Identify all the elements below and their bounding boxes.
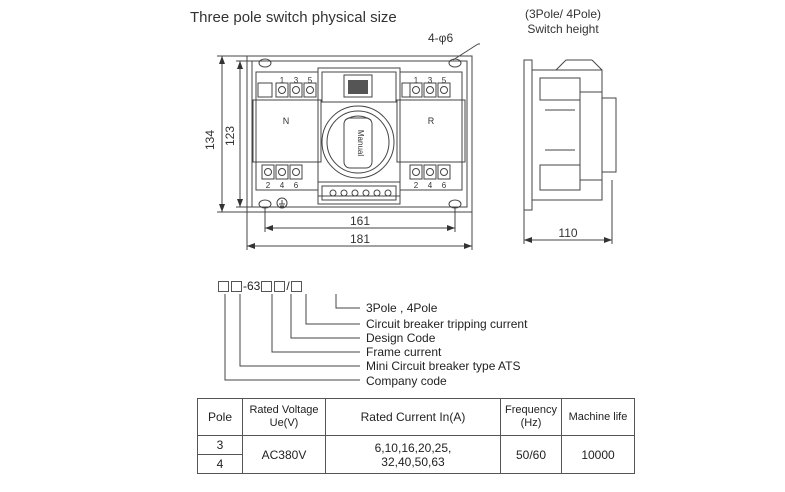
code-box-design bbox=[261, 281, 272, 292]
breaker-n-cover bbox=[253, 100, 321, 162]
breaker-r-label: R bbox=[427, 116, 435, 126]
legend-frame-current: Frame current bbox=[366, 345, 442, 359]
side-view-handle bbox=[602, 98, 616, 172]
breaker-n-label: N bbox=[282, 116, 290, 126]
code-box-type bbox=[231, 281, 242, 292]
legend-pole: 3Pole , 4Pole bbox=[366, 301, 438, 315]
cell-frequency: 50/60 bbox=[501, 436, 562, 474]
terminal-bottom-r-3: 6 bbox=[441, 181, 447, 190]
leader-design-code bbox=[291, 294, 360, 338]
header-voltage-line1: Rated Voltage bbox=[249, 404, 319, 416]
code-rating: 63 bbox=[247, 279, 261, 293]
model-code bbox=[217, 279, 303, 293]
dim-label-181: 181 bbox=[349, 232, 371, 246]
cell-pole-3: 3 bbox=[198, 436, 243, 455]
terminal-bottom-n-2: 4 bbox=[279, 181, 285, 190]
header-current: Rated Current In(A) bbox=[326, 399, 501, 436]
mount-hole-top-right bbox=[449, 59, 461, 67]
legend-tripping-current: Circuit breaker tripping current bbox=[366, 317, 528, 331]
leader-frame-current bbox=[272, 294, 360, 352]
code-separator: - bbox=[243, 279, 247, 293]
code-slash: / bbox=[286, 279, 290, 293]
spec-table bbox=[197, 398, 635, 474]
terminal-top-r-2: 3 bbox=[427, 76, 433, 85]
mount-hole-top-left bbox=[259, 59, 271, 67]
side-view-title-line1: (3Pole/ 4Pole) bbox=[524, 7, 602, 21]
cell-current-line1: 6,10,16,20,25, bbox=[374, 440, 452, 455]
leader-type bbox=[240, 294, 360, 366]
terminal-top-n-1: 1 bbox=[279, 76, 285, 85]
hole-spec-label: 4-φ6 bbox=[428, 31, 454, 45]
code-box-tripping bbox=[274, 281, 285, 292]
breaker-r-cover bbox=[397, 100, 465, 162]
cell-current-line2: 32,40,50,63 bbox=[381, 454, 445, 469]
terminal-bottom-n-3: 6 bbox=[293, 181, 299, 190]
dim-label-161: 161 bbox=[349, 214, 371, 228]
legend-company-code: Company code bbox=[366, 374, 447, 388]
dim-label-110: 110 bbox=[558, 226, 578, 240]
side-view-title-line2: Switch height bbox=[527, 22, 599, 36]
breaker-r-body bbox=[400, 72, 462, 190]
legend-design-code: Design Code bbox=[366, 331, 436, 345]
header-frequency-line2: (Hz) bbox=[520, 417, 542, 429]
dim-label-123: 123 bbox=[223, 125, 237, 147]
leader-tripping-current bbox=[306, 294, 360, 324]
terminal-top-r-1: 1 bbox=[413, 76, 419, 85]
terminal-top-r-3: 5 bbox=[441, 76, 447, 85]
main-title: Three pole switch physical size bbox=[190, 9, 397, 26]
header-voltage-line2: Ue(V) bbox=[269, 417, 299, 429]
cell-current bbox=[326, 436, 501, 474]
leader-company-code bbox=[225, 294, 360, 380]
header-pole: Pole bbox=[198, 399, 243, 436]
side-view-base bbox=[524, 60, 532, 210]
cell-voltage: AC380V bbox=[243, 436, 326, 474]
terminal-top-n-3: 5 bbox=[307, 76, 313, 85]
leader-pole bbox=[336, 294, 360, 308]
cell-pole-4: 4 bbox=[198, 455, 243, 474]
cell-machine-life: 10000 bbox=[562, 436, 635, 474]
legend-type: Mini Circuit breaker type ATS bbox=[366, 359, 521, 373]
header-machine-life: Machine life bbox=[562, 399, 635, 436]
terminal-bottom-r-2: 4 bbox=[427, 181, 433, 190]
dim-label-134: 134 bbox=[203, 129, 217, 151]
header-frequency-line1: Frequency bbox=[505, 404, 557, 416]
terminal-top-n-2: 3 bbox=[293, 76, 299, 85]
terminal-bottom-r-1: 2 bbox=[413, 181, 419, 190]
breaker-n-body bbox=[256, 72, 318, 190]
code-box-company bbox=[218, 281, 229, 292]
manual-label: Manual bbox=[356, 129, 365, 157]
header-frequency bbox=[501, 399, 562, 436]
terminal-bottom-n-1: 2 bbox=[265, 181, 271, 190]
code-box-pole bbox=[291, 281, 302, 292]
header-voltage bbox=[243, 399, 326, 436]
